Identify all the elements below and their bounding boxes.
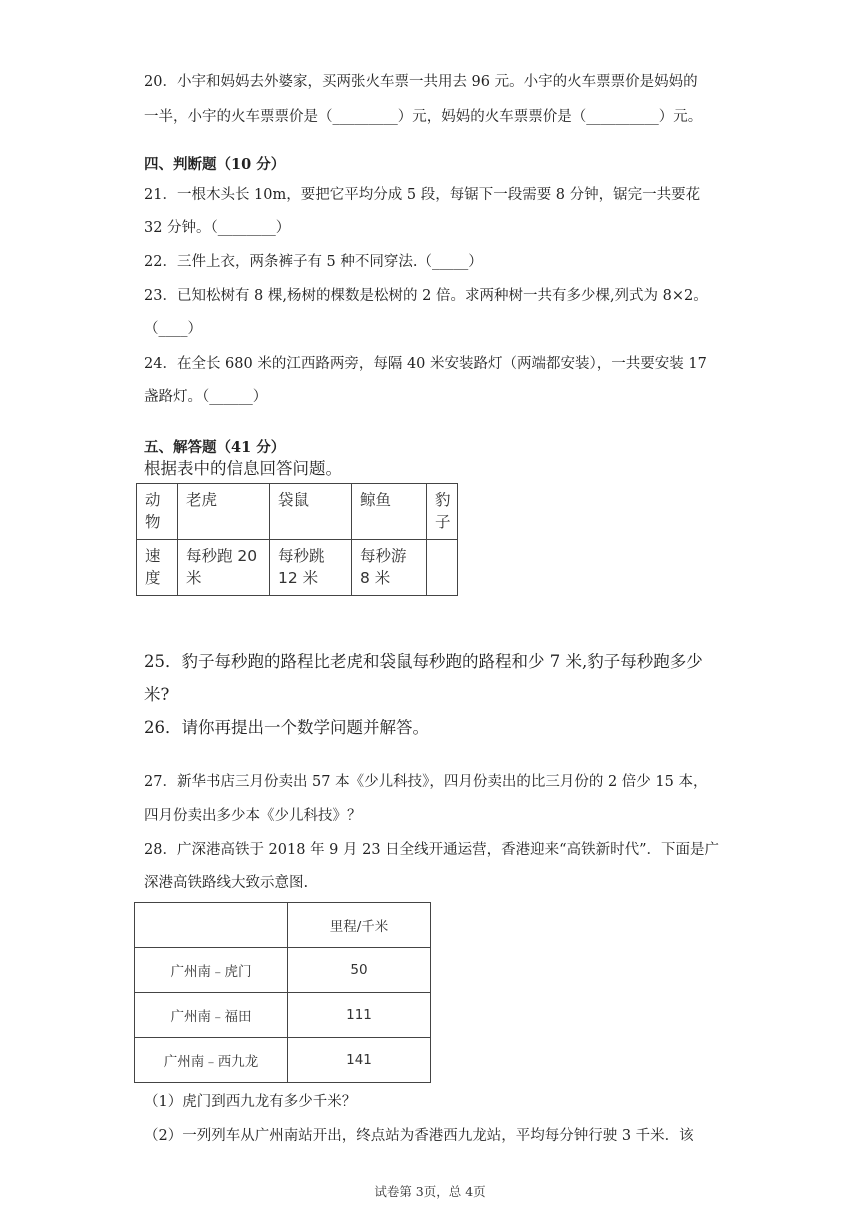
table-cell: 每秒游 8 米 xyxy=(352,540,427,596)
q24-line1: 24．在全长 680 米的江西路两旁，每隔 40 米安装路灯（两端都安装），一共要安装 17 xyxy=(144,356,707,372)
q26-line1: 26．请你再提出一个数学问题并解答。 xyxy=(144,718,429,737)
table-cell: 广州南﹣虎门 xyxy=(135,948,288,993)
q25-line1: 25．豹子每秒跑的路程比老虎和袋鼠每秒跑的路程和少 7 米,豹子每秒跑多少 xyxy=(144,652,703,671)
section5-title: 五、解答题（41 分） xyxy=(144,439,286,456)
q21-line1: 21．一根木头长 10m，要把它平均分成 5 段，每锯下一段需要 8 分钟，锯完一共要花 xyxy=(144,187,701,203)
table-cell: 豹子 xyxy=(427,484,458,540)
q22-line1: 22．三件上衣，两条裤子有 5 种不同穿法.（_____） xyxy=(144,254,483,270)
table-cell: 50 xyxy=(288,948,431,993)
table-cell: 动物 xyxy=(137,484,178,540)
table-row xyxy=(137,484,458,540)
q28-line2: 深港高铁路线大致示意图. xyxy=(144,875,309,891)
table-row xyxy=(135,993,431,1038)
table-row xyxy=(135,903,431,948)
q27-line2: 四月份卖出多少本《少儿科技》？ xyxy=(144,808,362,824)
table-cell: 老虎 xyxy=(178,484,270,540)
table-cell xyxy=(427,540,458,596)
table-cell: 速度 xyxy=(137,540,178,596)
q21-line2: 32 分钟。（________） xyxy=(144,220,291,236)
table-row xyxy=(135,948,431,993)
table-intro: 根据表中的信息回答问题。 xyxy=(144,459,342,478)
q23-line2: （____） xyxy=(144,321,202,337)
q20-line1: 20．小宇和妈妈去外婆家，买两张火车票一共用去 96 元。小宇的火车票票价是妈妈的 xyxy=(144,74,698,90)
q20-line2: 一半，小宇的火车票票价是（_________）元，妈妈的火车票票价是（__________）元。 xyxy=(144,109,703,125)
table-cell xyxy=(135,903,288,948)
q25-line2: 米? xyxy=(144,685,170,704)
section4-title: 四、判断题（10 分） xyxy=(144,156,286,173)
q28-line1: 28．广深港高铁于 2018 年 9 月 23 日全线开通运营，香港迎来“高铁新时代”．下面是广 xyxy=(144,842,720,858)
q24-line2: 盏路灯。（______） xyxy=(144,389,268,405)
q23-line1: 23．已知松树有 8 棵,杨树的棵数是松树的 2 倍。求两种树一共有多少棵,列式为 8×2。 xyxy=(144,288,708,304)
rail-mileage-table xyxy=(134,902,431,1083)
table-cell: 广州南﹣福田 xyxy=(135,993,288,1038)
q28-sub2: （2）一列列车从广州南站开出，终点站为香港西九龙站，平均每分钟行驶 3 千米．该 xyxy=(144,1128,694,1144)
q28-sub1: （1）虎门到西九龙有多少千米？ xyxy=(144,1094,357,1110)
table-cell: 141 xyxy=(288,1038,431,1083)
page-footer: 试卷第 3页，总 4页 xyxy=(374,1184,486,1199)
table-cell: 每秒跳 12 米 xyxy=(270,540,352,596)
table-row xyxy=(137,540,458,596)
animal-speed-table xyxy=(136,483,458,596)
table-cell: 里程/千米 xyxy=(288,903,431,948)
table-cell: 广州南﹣西九龙 xyxy=(135,1038,288,1083)
table-row xyxy=(135,1038,431,1083)
table-cell: 鲸鱼 xyxy=(352,484,427,540)
table-cell: 111 xyxy=(288,993,431,1038)
q27-line1: 27．新华书店三月份卖出 57 本《少儿科技》，四月份卖出的比三月份的 2 倍少 15 本， xyxy=(144,774,708,790)
table-cell: 袋鼠 xyxy=(270,484,352,540)
table-cell: 每秒跑 20 米 xyxy=(178,540,270,596)
